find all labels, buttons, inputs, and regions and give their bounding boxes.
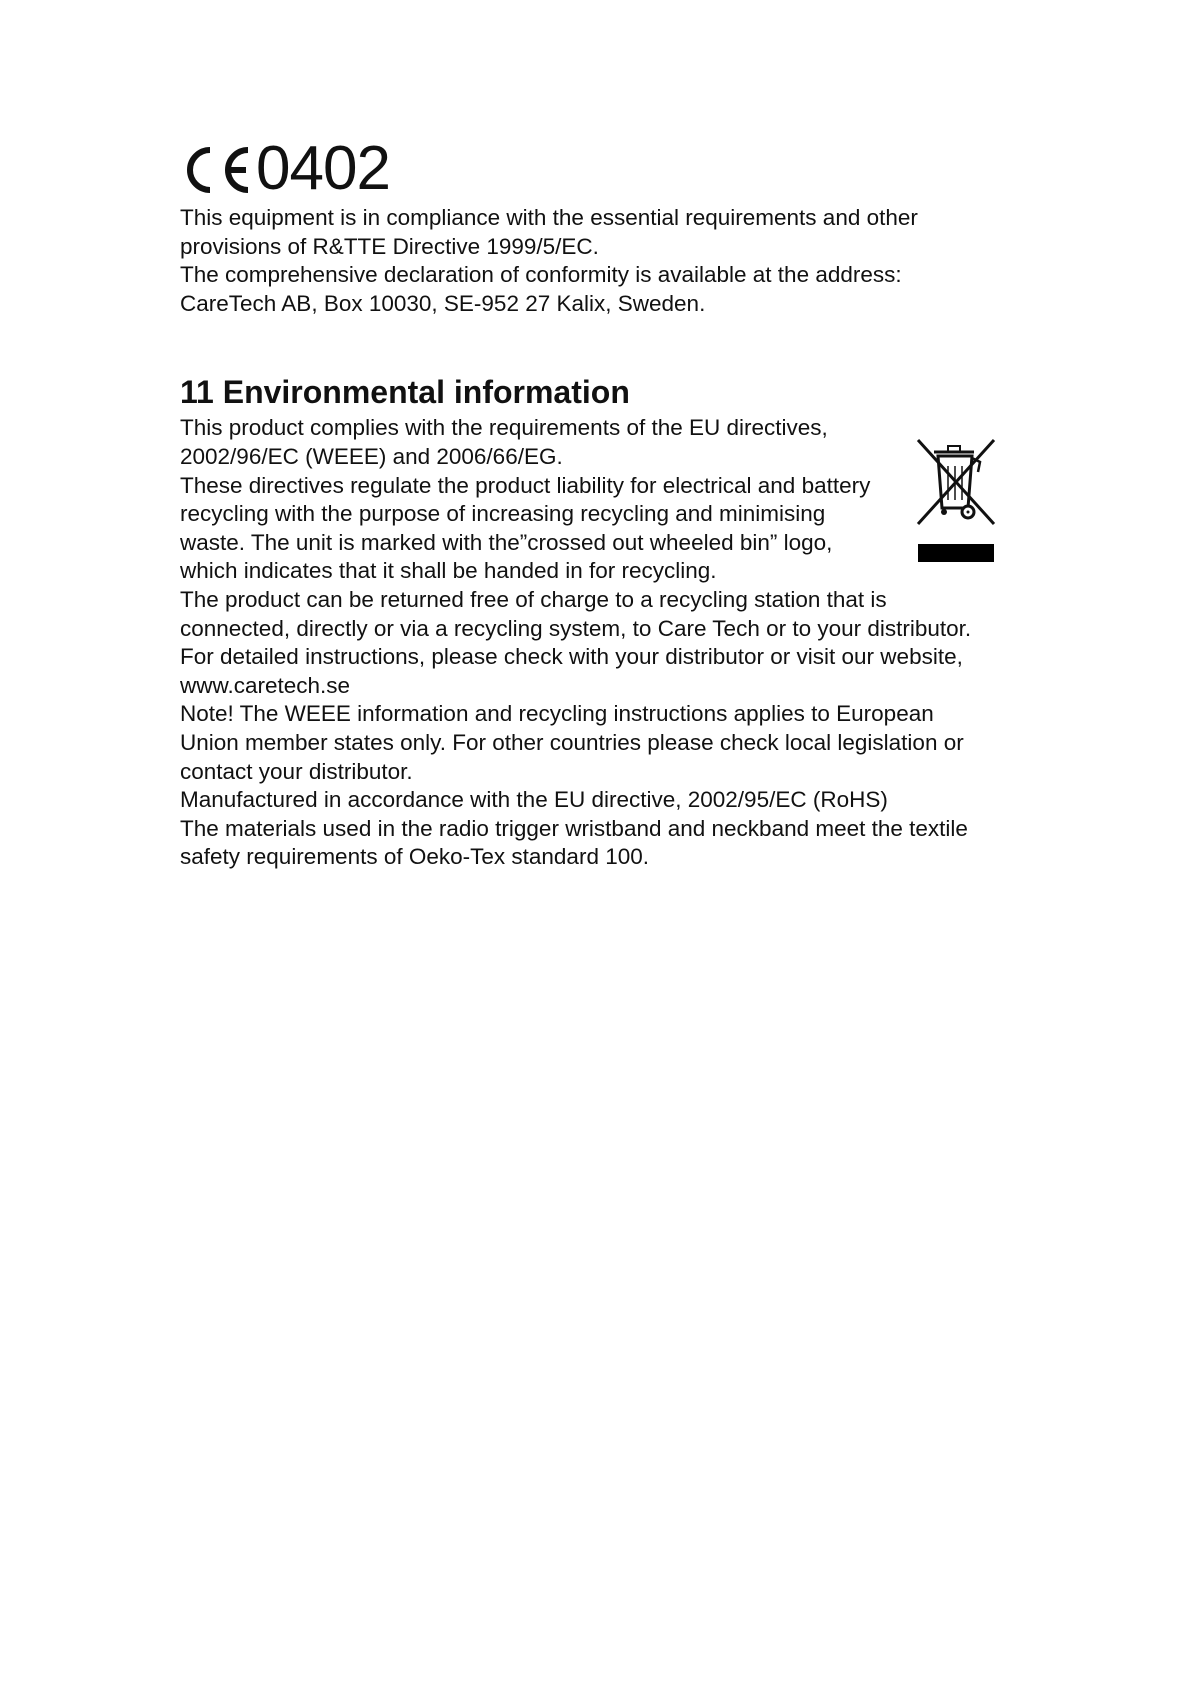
environment-line: contact your distributor. [180,758,413,784]
ce-mark-icon [180,144,252,196]
environment-line: safety requirements of Oeko-Tex standard 100. [180,844,649,870]
environment-line: connected, directly or via a recycling system, to Care Tech or to your distributor. [180,615,972,641]
website-line: www.caretech.se [180,672,351,698]
compliance-line: This equipment is in compliance with the essential requirements and other [180,205,918,230]
environment-line: Manufactured in accordance with the EU directive, 2002/95/EC (RoHS) [180,787,888,813]
environment-line: The product can be returned free of charge to a recycling station that is [180,586,887,612]
notified-body-number: 0402 [256,134,390,203]
compliance-address-line: CareTech AB, Box 10030, SE-952 27 Kalix, Sweden. [180,290,706,316]
environment-line: This product complies with the requirements of the EU directives, [180,415,828,441]
environment-line: which indicates that it shall be handed in for recycling. [180,558,717,584]
compliance-line: provisions of R&TTE Directive 1999/5/EC. [180,233,599,259]
ce-marking [180,134,1030,203]
compliance-statement [180,204,1030,318]
environment-line: Union member states only. For other countries please check local legislation or [180,729,964,755]
environment-line: recycling with the purpose of increasing recycling and minimising [180,501,826,527]
environmental-info [180,414,1030,872]
environment-line: waste. The unit is marked with the”crossed out wheeled bin” logo, [180,529,833,555]
environment-line: The materials used in the radio trigger wristband and neckband meet the textile [180,815,968,841]
environment-line: For detailed instructions, please check with your distributor or visit our website, [180,644,963,670]
environment-line: Note! The WEEE information and recycling instructions applies to European [180,701,934,727]
crossed-out-wheeled-bin-icon [912,438,1000,568]
section-heading: 11 Environmental information [180,374,630,411]
compliance-line: The comprehensive declaration of conformity is available at the address: [180,262,902,288]
document-page [180,134,1030,872]
environment-line: 2002/96/EC (WEEE) and 2006/66/EG. [180,443,563,469]
environment-line: These directives regulate the product liability for electrical and battery [180,472,871,498]
